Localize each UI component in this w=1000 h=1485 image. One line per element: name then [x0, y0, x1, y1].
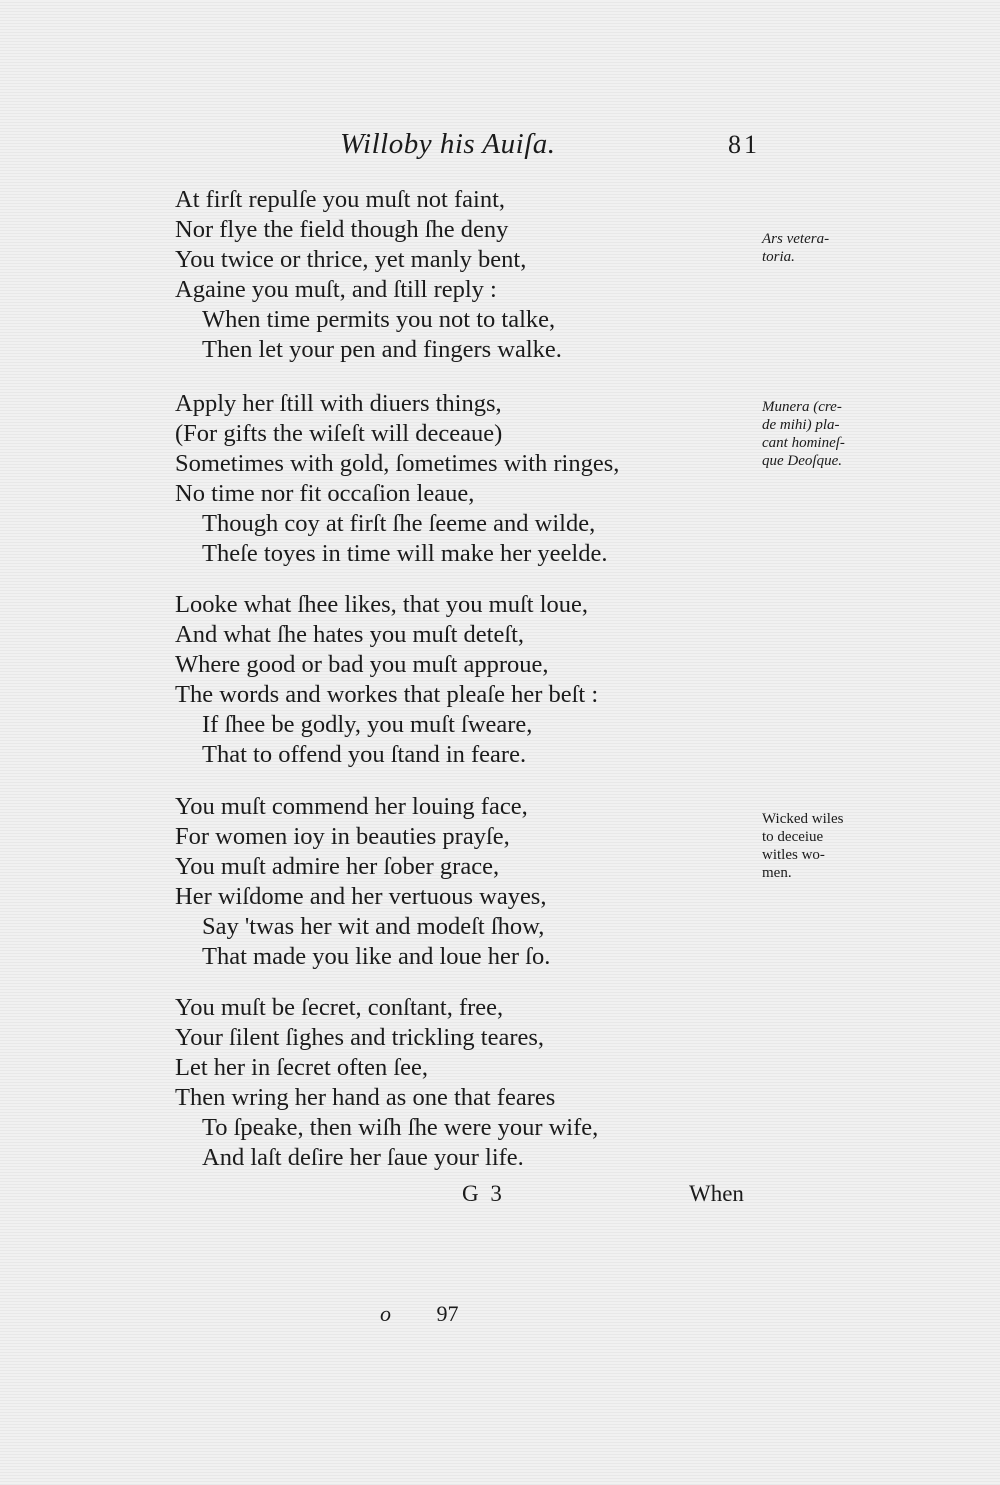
verse-line: (For gifts the wiſeſt will deceaue)	[175, 420, 503, 447]
margin-note-2	[762, 398, 902, 470]
verse-line: Then let your pen and fingers walke.	[202, 336, 562, 363]
verse-line: Though coy at firſt ſhe ſeeme and wilde,	[202, 510, 596, 537]
verse-line: Nor flye the field though ſhe deny	[175, 216, 509, 243]
verse-line: Let her in ſecret often ſee,	[175, 1054, 429, 1081]
verse-line: Looke what ſhee likes, that you muſt loue,	[175, 591, 589, 618]
margin-note-line: toria.	[762, 249, 795, 265]
verse-line: At firſt repulſe you muſt not faint,	[175, 186, 506, 213]
folio	[380, 1301, 459, 1327]
verse-line: Say 'twas her wit and modeſt ſhow,	[202, 913, 545, 940]
verse-line: That made you like and loue her ſo.	[202, 943, 551, 970]
running-title: Willoby his Auiſa.	[340, 128, 556, 160]
verse-line: You twice or thrice, yet manly bent,	[175, 246, 527, 273]
folio-number: 97	[436, 1301, 459, 1326]
verse-line: Her wiſdome and her vertuous wayes,	[175, 883, 547, 910]
verse-line: Theſe toyes in time will make her yeelde.	[202, 540, 608, 567]
margin-note-line: Munera (cre-	[762, 399, 842, 415]
margin-note-line: de mihi) pla-	[762, 417, 840, 433]
verse-line: No time nor fit occaſion leaue,	[175, 480, 475, 507]
verse-line: Againe you muſt, and ſtill reply :	[175, 276, 497, 303]
verse-line: Sometimes with gold, ſometimes with ringes,	[175, 450, 620, 477]
margin-note-line: Ars vetera-	[762, 231, 830, 247]
margin-note-line: to deceiue	[762, 829, 824, 845]
verse-line: And laſt deſire her ſaue your life.	[202, 1144, 524, 1171]
verse-line: That to offend you ſtand in feare.	[202, 741, 527, 768]
verse-line: If ſhee be godly, you muſt ſweare,	[202, 711, 533, 738]
stanza-3	[175, 590, 735, 770]
stanza-1	[175, 185, 735, 365]
verse-line: For women ioy in beauties prayſe,	[175, 823, 510, 850]
margin-note-3	[762, 810, 902, 882]
verse-line: You muſt be ſecret, conſtant, free,	[175, 994, 504, 1021]
margin-note-1	[762, 230, 902, 266]
margin-note-line: men.	[762, 865, 792, 881]
folio-mark: o	[380, 1301, 391, 1326]
verse-line: The words and workes that pleaſe her beſt :	[175, 681, 599, 708]
verse-line: Apply her ſtill with diuers things,	[175, 390, 502, 417]
verse-line: Where good or bad you muſt approue,	[175, 651, 549, 678]
margin-note-line: que Deoſque.	[762, 453, 842, 469]
margin-note-line: cant homineſ-	[762, 435, 845, 451]
page-number: 81	[728, 130, 760, 159]
verse-line: Your ſilent ſighes and trickling teares,	[175, 1024, 545, 1051]
stanza-2	[175, 389, 735, 569]
stanza-5	[175, 993, 735, 1173]
verse-line: When time permits you not to talke,	[202, 306, 556, 333]
verse-line: Then wring her hand as one that feares	[175, 1084, 556, 1111]
stanza-4	[175, 792, 735, 972]
margin-note-line: witles wo-	[762, 847, 825, 863]
catchword: When	[689, 1181, 744, 1206]
verse-line: To ſpeake, then wiſh ſhe were your wife,	[202, 1114, 599, 1141]
verse-line: And what ſhe hates you muſt deteſt,	[175, 621, 525, 648]
verse-line: You muſt admire her ſober grace,	[175, 853, 500, 880]
margin-note-line: Wicked wiles	[762, 811, 844, 827]
signature-mark: G 3	[462, 1181, 505, 1206]
verse-line: You muſt commend her louing face,	[175, 793, 528, 820]
